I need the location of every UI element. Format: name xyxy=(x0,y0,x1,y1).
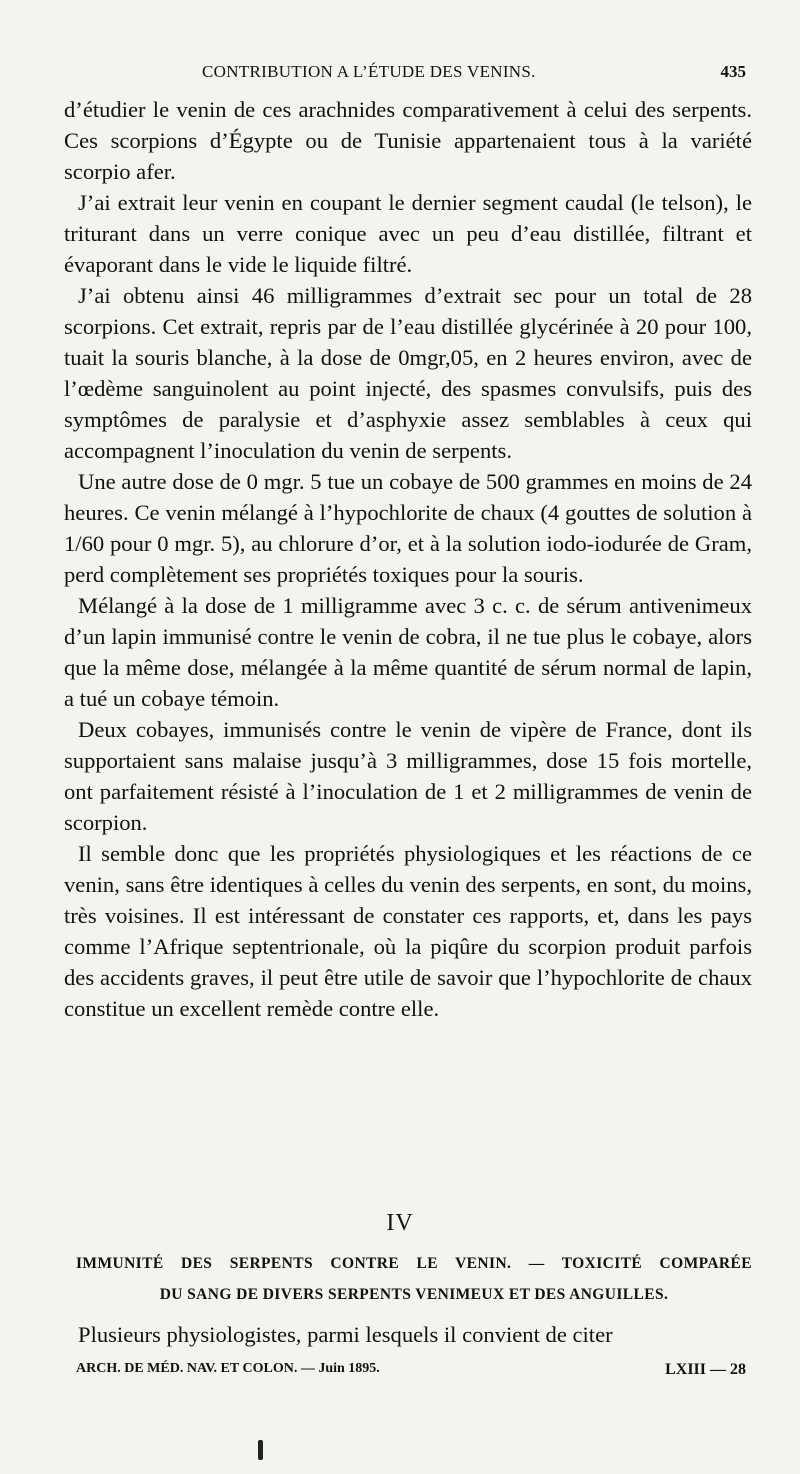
section-title-line-1: IMMUNITÉ DES SERPENTS CONTRE LE VENIN. — TOXICITÉ COMPARÉE xyxy=(76,1255,752,1272)
page-footer xyxy=(76,1361,746,1385)
paragraph: J’ai obtenu ainsi 46 milligrammes d’extrait sec pour un total de 28 scorpions. Cet extrait, repris par de l’eau distillée glycérinée à 20 pour 100, tuait la souris blanche, à la dose de 0mgr,05, en 2 heures environ, avec de l’œdème sanguinolent au point injecté, des spasmes convulsifs, puis des symptômes de paralysie et d’asphyxie assez semblables à ceux qui accompagnent l’inoculation du venin de serpents. xyxy=(64,283,752,463)
page-number: 435 xyxy=(720,62,746,81)
paragraph: Il semble donc que les propriétés physiologiques et les réactions de ce venin, sans être identiques à celles du venin des serpents, en sont, du moins, très voisines. Il est intéressant de constater ces rapports, et, dans les pays comme l’Afrique septentrionale, où la piqûre du scorpion produit parfois des accidents graves, il peut être utile de savoir que l’hypochlorite de chaux constitue un excellent remède contre elle. xyxy=(64,841,752,1021)
footer-journal: ARCH. DE MÉD. NAV. ET COLON. — Juin 1895. xyxy=(76,1361,380,1376)
body-text xyxy=(64,94,752,1024)
paragraph: Mélangé à la dose de 1 milligramme avec 3 c. c. de sérum antivenimeux d’un lapin immunisé contre le venin de cobra, il ne tue plus le cobaye, alors que la même dose, mélangée à la même quantité de sérum normal de lapin, a tué un cobaye témoin. xyxy=(64,593,752,711)
paragraph: d’étudier le venin de ces arachnides comparativement à celui des serpents. Ces scorpions d’Égypte ou de Tunisie appartenaient tous à la variété scorpio afer. xyxy=(64,97,752,184)
print-mark xyxy=(258,1440,263,1460)
footer-signature: LXIII — 28 xyxy=(665,1361,746,1378)
paragraph: Deux cobayes, immunisés contre le venin de vipère de France, dont ils supportaient sans malaise jusqu’à 3 milligrammes, dose 15 fois mortelle, ont parfaitement résisté à l’inoculation de 1 et 2 milligrammes de venin de scorpion. xyxy=(64,717,752,835)
running-head xyxy=(64,62,744,84)
paragraph: Une autre dose de 0 mgr. 5 tue un cobaye de 500 grammes en moins de 24 heures. Ce venin mélangé à l’hypochlorite de chaux (4 gouttes de solution à 1/60 pour 0 mgr. 5), au chlorure d’or, et à la solution iodo-iodurée de Gram, perd complètement ses propriétés toxiques pour la souris. xyxy=(64,469,752,587)
paragraph-start: Plusieurs physiologistes, parmi lesquels il convient de citer xyxy=(78,1322,613,1347)
running-title: CONTRIBUTION A L’ÉTUDE DES VENINS. xyxy=(202,62,536,81)
section-title-line-2: DU SANG DE DIVERS SERPENTS VENIMEUX ET DES ANGUILLES. xyxy=(159,1286,669,1303)
paragraph: J’ai extrait leur venin en coupant le dernier segment caudal (le telson), le triturant dans un verre conique avec un peu d’eau distillée, filtrant et évaporant dans le vide le liquide filtré. xyxy=(64,190,752,277)
section-number: IV xyxy=(386,1210,414,1236)
section-title xyxy=(76,1248,752,1310)
